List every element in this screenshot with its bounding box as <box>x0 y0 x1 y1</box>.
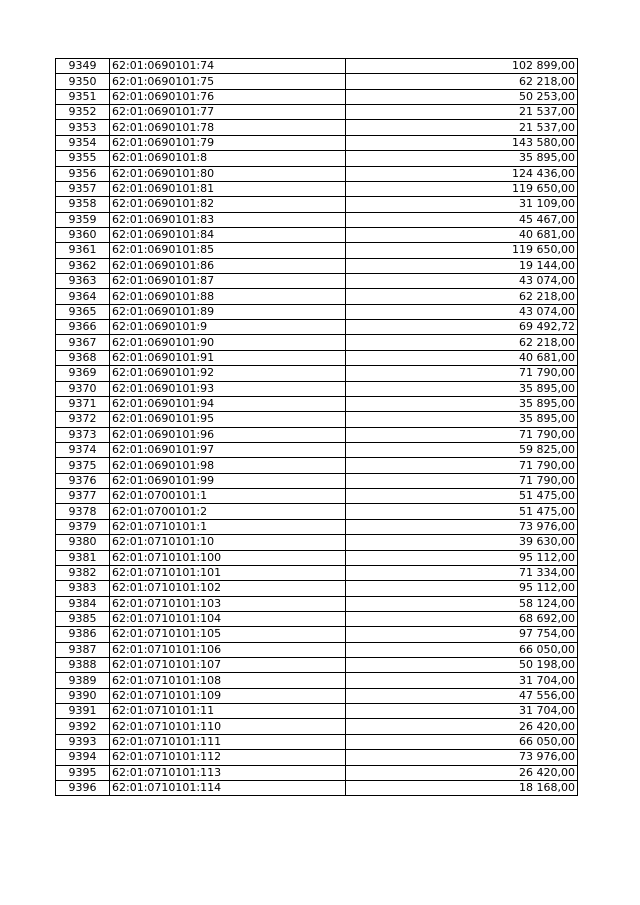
cadastral-number-cell: 62:01:0710101:106 <box>110 642 346 657</box>
cadastral-number-cell: 62:01:0690101:96 <box>110 427 346 442</box>
row-number-cell: 9395 <box>56 765 110 780</box>
cadastral-value-cell: 18 168,00 <box>346 780 578 795</box>
table-row <box>56 734 578 749</box>
cadastral-value-cell: 69 492,72 <box>346 320 578 335</box>
row-number-cell: 9362 <box>56 258 110 273</box>
cadastral-number-cell: 62:01:0690101:81 <box>110 181 346 196</box>
cadastral-value-cell: 119 650,00 <box>346 243 578 258</box>
row-number-cell: 9350 <box>56 74 110 89</box>
cadastral-number-cell: 62:01:0710101:111 <box>110 734 346 749</box>
table-row <box>56 350 578 365</box>
cadastral-value-cell: 58 124,00 <box>346 596 578 611</box>
cadastral-number-cell: 62:01:0710101:102 <box>110 581 346 596</box>
table-row <box>56 611 578 626</box>
cadastral-value-cell: 35 895,00 <box>346 151 578 166</box>
row-number-cell: 9353 <box>56 120 110 135</box>
row-number-cell: 9351 <box>56 89 110 104</box>
cadastral-number-cell: 62:01:0690101:99 <box>110 473 346 488</box>
row-number-cell: 9385 <box>56 611 110 626</box>
row-number-cell: 9392 <box>56 719 110 734</box>
table-row <box>56 274 578 289</box>
row-number-cell: 9391 <box>56 704 110 719</box>
cadastral-number-cell: 62:01:0690101:95 <box>110 412 346 427</box>
row-number-cell: 9368 <box>56 350 110 365</box>
table-row <box>56 658 578 673</box>
cadastral-number-cell: 62:01:0700101:1 <box>110 489 346 504</box>
cadastral-value-cell: 39 630,00 <box>346 535 578 550</box>
cadastral-number-cell: 62:01:0710101:113 <box>110 765 346 780</box>
row-number-cell: 9367 <box>56 335 110 350</box>
table-row <box>56 519 578 534</box>
table-row <box>56 535 578 550</box>
table-row <box>56 258 578 273</box>
cadastral-number-cell: 62:01:0690101:77 <box>110 105 346 120</box>
cadastral-number-cell: 62:01:0710101:108 <box>110 673 346 688</box>
row-number-cell: 9373 <box>56 427 110 442</box>
cadastral-number-cell: 62:01:0710101:109 <box>110 688 346 703</box>
table-body <box>56 59 578 796</box>
table-row <box>56 719 578 734</box>
cadastral-value-cell: 26 420,00 <box>346 719 578 734</box>
cadastral-value-cell: 51 475,00 <box>346 489 578 504</box>
cadastral-number-cell: 62:01:0690101:86 <box>110 258 346 273</box>
row-number-cell: 9369 <box>56 366 110 381</box>
table-row <box>56 596 578 611</box>
cadastral-number-cell: 62:01:0710101:114 <box>110 780 346 795</box>
table-row <box>56 489 578 504</box>
row-number-cell: 9361 <box>56 243 110 258</box>
row-number-cell: 9370 <box>56 381 110 396</box>
row-number-cell: 9379 <box>56 519 110 534</box>
table-row <box>56 289 578 304</box>
cadastral-value-cell: 35 895,00 <box>346 381 578 396</box>
table-row <box>56 458 578 473</box>
table-row <box>56 320 578 335</box>
row-number-cell: 9352 <box>56 105 110 120</box>
table-row <box>56 89 578 104</box>
row-number-cell: 9383 <box>56 581 110 596</box>
cadastral-value-cell: 62 218,00 <box>346 289 578 304</box>
table-row <box>56 105 578 120</box>
cadastral-number-cell: 62:01:0690101:88 <box>110 289 346 304</box>
row-number-cell: 9371 <box>56 396 110 411</box>
row-number-cell: 9358 <box>56 197 110 212</box>
cadastral-value-cell: 66 050,00 <box>346 642 578 657</box>
table-row <box>56 627 578 642</box>
table-row <box>56 412 578 427</box>
row-number-cell: 9354 <box>56 135 110 150</box>
table-row <box>56 504 578 519</box>
cadastral-value-cell: 124 436,00 <box>346 166 578 181</box>
table-row <box>56 427 578 442</box>
row-number-cell: 9378 <box>56 504 110 519</box>
row-number-cell: 9375 <box>56 458 110 473</box>
cadastral-value-cell: 47 556,00 <box>346 688 578 703</box>
row-number-cell: 9357 <box>56 181 110 196</box>
cadastral-number-cell: 62:01:0710101:112 <box>110 750 346 765</box>
row-number-cell: 9386 <box>56 627 110 642</box>
cadastral-number-cell: 62:01:0690101:84 <box>110 227 346 242</box>
cadastral-number-cell: 62:01:0710101:10 <box>110 535 346 550</box>
row-number-cell: 9388 <box>56 658 110 673</box>
row-number-cell: 9390 <box>56 688 110 703</box>
cadastral-number-cell: 62:01:0690101:85 <box>110 243 346 258</box>
cadastral-value-cell: 102 899,00 <box>346 59 578 74</box>
row-number-cell: 9389 <box>56 673 110 688</box>
row-number-cell: 9360 <box>56 227 110 242</box>
cadastral-value-cell: 71 790,00 <box>346 473 578 488</box>
row-number-cell: 9374 <box>56 442 110 457</box>
table-row <box>56 74 578 89</box>
row-number-cell: 9355 <box>56 151 110 166</box>
cadastral-value-cell: 68 692,00 <box>346 611 578 626</box>
cadastral-value-cell: 62 218,00 <box>346 74 578 89</box>
table-row <box>56 550 578 565</box>
row-number-cell: 9377 <box>56 489 110 504</box>
cadastral-number-cell: 62:01:0690101:94 <box>110 396 346 411</box>
row-number-cell: 9394 <box>56 750 110 765</box>
table-row <box>56 166 578 181</box>
cadastral-number-cell: 62:01:0690101:98 <box>110 458 346 473</box>
table-row <box>56 442 578 457</box>
cadastral-number-cell: 62:01:0690101:90 <box>110 335 346 350</box>
cadastral-value-cell: 40 681,00 <box>346 227 578 242</box>
cadastral-number-cell: 62:01:0710101:101 <box>110 565 346 580</box>
cadastral-value-cell: 73 976,00 <box>346 750 578 765</box>
table-row <box>56 135 578 150</box>
cadastral-value-cell: 62 218,00 <box>346 335 578 350</box>
cadastral-value-cell: 119 650,00 <box>346 181 578 196</box>
row-number-cell: 9381 <box>56 550 110 565</box>
row-number-cell: 9366 <box>56 320 110 335</box>
cadastral-value-cell: 19 144,00 <box>346 258 578 273</box>
row-number-cell: 9396 <box>56 780 110 795</box>
row-number-cell: 9364 <box>56 289 110 304</box>
cadastral-value-cell: 66 050,00 <box>346 734 578 749</box>
table-row <box>56 197 578 212</box>
cadastral-value-cell: 40 681,00 <box>346 350 578 365</box>
cadastral-number-cell: 62:01:0700101:2 <box>110 504 346 519</box>
row-number-cell: 9384 <box>56 596 110 611</box>
row-number-cell: 9363 <box>56 274 110 289</box>
table-row <box>56 120 578 135</box>
cadastral-number-cell: 62:01:0710101:1 <box>110 519 346 534</box>
row-number-cell: 9372 <box>56 412 110 427</box>
cadastral-value-cell: 71 790,00 <box>346 366 578 381</box>
cadastral-number-cell: 62:01:0690101:89 <box>110 304 346 319</box>
row-number-cell: 9393 <box>56 734 110 749</box>
cadastral-number-cell: 62:01:0710101:100 <box>110 550 346 565</box>
row-number-cell: 9380 <box>56 535 110 550</box>
cadastral-value-cell: 71 790,00 <box>346 427 578 442</box>
table-row <box>56 581 578 596</box>
cadastral-value-cell: 95 112,00 <box>346 550 578 565</box>
cadastral-value-cell: 51 475,00 <box>346 504 578 519</box>
row-number-cell: 9349 <box>56 59 110 74</box>
table-row <box>56 304 578 319</box>
table-row <box>56 243 578 258</box>
cadastral-number-cell: 62:01:0710101:107 <box>110 658 346 673</box>
cadastral-number-cell: 62:01:0690101:82 <box>110 197 346 212</box>
cadastral-value-cell: 71 790,00 <box>346 458 578 473</box>
cadastral-value-cell: 31 109,00 <box>346 197 578 212</box>
cadastral-value-cell: 35 895,00 <box>346 396 578 411</box>
cadastral-value-cell: 73 976,00 <box>346 519 578 534</box>
row-number-cell: 9365 <box>56 304 110 319</box>
cadastral-value-cell: 59 825,00 <box>346 442 578 457</box>
cadastral-value-cell: 26 420,00 <box>346 765 578 780</box>
table-row <box>56 750 578 765</box>
cadastral-value-cell: 95 112,00 <box>346 581 578 596</box>
cadastral-value-cell: 35 895,00 <box>346 412 578 427</box>
cadastral-number-cell: 62:01:0690101:97 <box>110 442 346 457</box>
row-number-cell: 9359 <box>56 212 110 227</box>
cadastral-value-cell: 143 580,00 <box>346 135 578 150</box>
cadastral-value-cell: 21 537,00 <box>346 120 578 135</box>
cadastral-number-cell: 62:01:0710101:11 <box>110 704 346 719</box>
cadastral-number-cell: 62:01:0690101:76 <box>110 89 346 104</box>
cadastral-value-cell: 31 704,00 <box>346 673 578 688</box>
table-row <box>56 59 578 74</box>
cadastral-number-cell: 62:01:0690101:75 <box>110 74 346 89</box>
table-row <box>56 181 578 196</box>
table-row <box>56 765 578 780</box>
cadastral-number-cell: 62:01:0710101:110 <box>110 719 346 734</box>
cadastral-value-cell: 71 334,00 <box>346 565 578 580</box>
table-row <box>56 565 578 580</box>
cadastral-number-cell: 62:01:0690101:91 <box>110 350 346 365</box>
cadastral-number-cell: 62:01:0690101:92 <box>110 366 346 381</box>
cadastral-number-cell: 62:01:0710101:105 <box>110 627 346 642</box>
cadastral-value-cell: 50 253,00 <box>346 89 578 104</box>
table-row <box>56 381 578 396</box>
table-row <box>56 642 578 657</box>
row-number-cell: 9356 <box>56 166 110 181</box>
cadastral-number-cell: 62:01:0690101:74 <box>110 59 346 74</box>
table-row <box>56 151 578 166</box>
cadastral-number-cell: 62:01:0690101:83 <box>110 212 346 227</box>
row-number-cell: 9382 <box>56 565 110 580</box>
table-row <box>56 673 578 688</box>
cadastral-number-cell: 62:01:0690101:78 <box>110 120 346 135</box>
cadastral-number-cell: 62:01:0710101:104 <box>110 611 346 626</box>
cadastral-value-table <box>55 58 578 796</box>
cadastral-number-cell: 62:01:0690101:9 <box>110 320 346 335</box>
cadastral-value-cell: 43 074,00 <box>346 274 578 289</box>
cadastral-value-cell: 50 198,00 <box>346 658 578 673</box>
table-row <box>56 704 578 719</box>
cadastral-value-cell: 31 704,00 <box>346 704 578 719</box>
cadastral-value-cell: 21 537,00 <box>346 105 578 120</box>
cadastral-value-cell: 43 074,00 <box>346 304 578 319</box>
cadastral-number-cell: 62:01:0690101:79 <box>110 135 346 150</box>
cadastral-number-cell: 62:01:0690101:93 <box>110 381 346 396</box>
table-row <box>56 780 578 795</box>
cadastral-number-cell: 62:01:0690101:8 <box>110 151 346 166</box>
table-row <box>56 366 578 381</box>
table-row <box>56 212 578 227</box>
table-row <box>56 473 578 488</box>
cadastral-value-cell: 45 467,00 <box>346 212 578 227</box>
cadastral-number-cell: 62:01:0690101:80 <box>110 166 346 181</box>
cadastral-value-cell: 97 754,00 <box>346 627 578 642</box>
table-row <box>56 335 578 350</box>
table-row <box>56 227 578 242</box>
table-row <box>56 396 578 411</box>
row-number-cell: 9387 <box>56 642 110 657</box>
cadastral-number-cell: 62:01:0690101:87 <box>110 274 346 289</box>
row-number-cell: 9376 <box>56 473 110 488</box>
cadastral-number-cell: 62:01:0710101:103 <box>110 596 346 611</box>
table-row <box>56 688 578 703</box>
